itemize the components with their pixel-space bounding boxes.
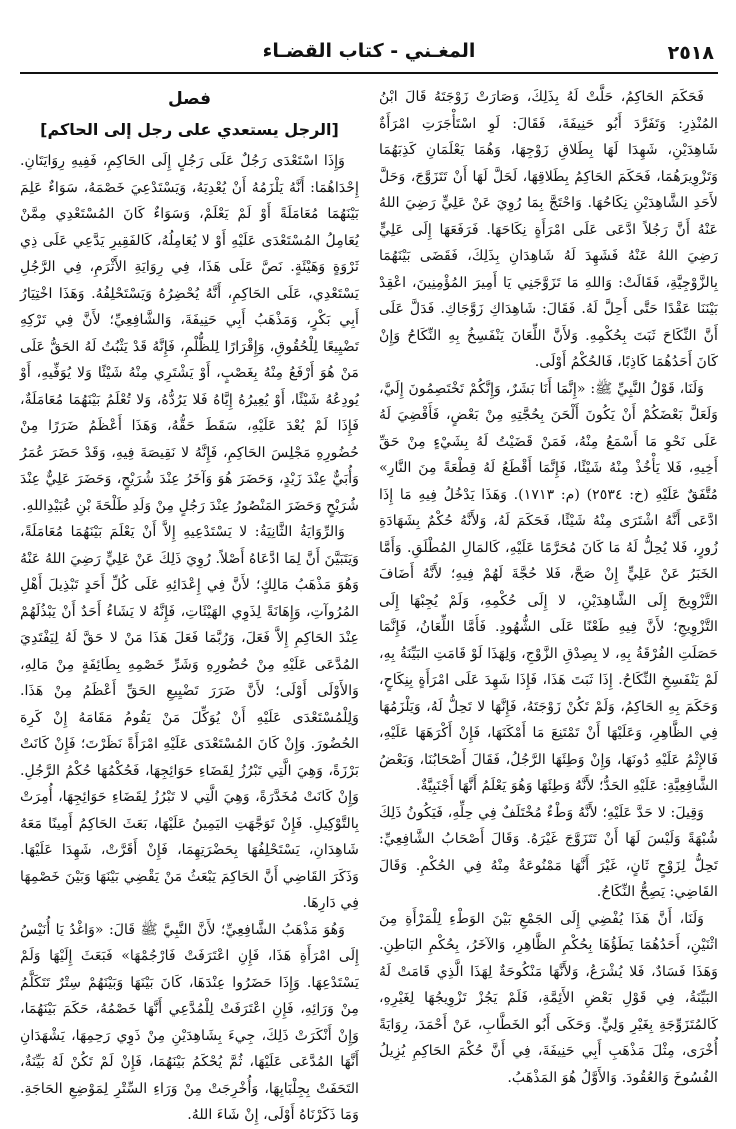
paragraph: وَهُوَ مَذْهَبُ الشَّافِعِيِّ؛ لأَنَّ النَّبِيَّ ﷺ قَالَ: «وَاغْدُ يَا أُنَيْسُ إِلَى امْرَأَةِ هَذَا، فَإِنِ اعْتَرَفَتْ فَارْجُمْهَا» فَبَعَثَ إِلَيْهَا وَلَمْ يَسْتَدْعِهَا. وَإِذَا حَضَرُوا عِنْدَهَا، كَانَ بَيْنَهَا وَبَيْنَهُمْ سِتْرٌ تَتَكَلَّمُ مِنْ وَرَائِهِ، فَإِنِ اعْتَرَفَتْ لِلْمُدَّعِي أَنَّهَا خَصْمُهُ، حَكَمَ بَيْنَهُمَا، وَإِنْ أَنْكَرَتْ ذَلِكَ، جِيءَ بِشَاهِدَيْنِ مِنْ ذَوِي رَحِمِهَا، يَشْهَدَانِ أَنَّهَا المُدَّعَى عَلَيْهَا، ثُمَّ يُحْكَمُ بَيْنَهُمَا، فَإِنْ لَمْ تَكُنْ لَهُ بَيِّنَةٌ، التَحَفَتْ بِجِلْبَابِهَا، وَأُخْرِجَتْ مِنْ وَرَاءِ السِّتْرِ لِمَوْضِعِ الحَاجَةِ. وَمَا ذَكَرْنَاهُ أَوْلَى، إِنْ شَاءَ اللهُ. [20, 921, 359, 1123]
page-header [20, 38, 718, 70]
left-column [20, 84, 359, 1123]
paragraph: وَإِذَا اسْتَعْدَى رَجُلٌ عَلَى رَجُلٍ إِلَى الحَاكِمِ، فَفِيهِ رِوَايَتَانِ. إِحْدَاهُمَا: أَنَّهُ يَلْزَمُهُ أَنْ يُعْدِيَهُ، وَيَسْتَدْعِيَ خَصْمَهُ، سَوَاءٌ عَلِمَ بَيْنَهُمَا مُعَامَلَةً أَوْ لَمْ يَعْلَمْ، وَسَوَاءٌ كَانَ المُسْتَعْدِي مِمَّنْ يُعَامِلُ المُسْتَعْدَى عَلَيْهِ أَوْ لا يُعَامِلُهُ، كَالفَقِيرِ يَدَّعِي عَلَى ذِي ثَرْوَةٍ وَهَيْئَةٍ. نَصَّ عَلَى هَذَا، فِي رِوَايَةِ الأَثْرَمِ، فِي الرَّجُلِ يَسْتَعْدِي، عَلَى الحَاكِمِ، أَنَّهُ يُحْضِرُهُ وَيَسْتَحْلِفُهُ. وَهَذَا اخْتِيَارُ أَبِي بَكْرٍ، وَمَذْهَبُ أَبِي حَنِيفَةَ، وَالشَّافِعِيِّ؛ لأَنَّ فِي تَرْكِهِ تَضْيِيعًا لِلْحُقُوقِ، وَإِقْرَارًا لِلظُّلْمِ، فَإِنَّهُ قَدْ يَثْبُتُ لَهُ الحَقُّ عَلَى مَنْ هُوَ أَرْفَعُ مِنْهُ بِغَصْبٍ، أَوْ يَشْتَرِي مِنْهُ شَيْئًا وَلا يُوَفِّيهِ، أَوْ يُودِعُهُ شَيْئًا، أَوْ يُعِيرُهُ إِيَّاهُ فَلا يَرُدُّهُ، وَلا تُعْلَمُ بَيْنَهُمَا مُعَامَلَةٌ، فَإِذَا لَمْ يُعْدَ عَلَيْهِ، سَقَطَ حَقُّهُ، وَهَذَا أَعْظَمُ ضَرَرًا مِنْ حُضُورِهِ مَجْلِسَ الحَاكِمِ، فَإِنَّهُ لا نَقِيصَةَ فِيهِ، وَقَدْ حَضَرَ عُمَرُ وَأُبَيٌّ عِنْدَ زَيْدٍ، وَحَضَرَ هُوَ وَآخَرُ عِنْدَ شُرَيْحٍ، وَحَضَرَ عَلِيٌّ عِنْدَ شُرَيْحٍ وَحَضَرَ المَنْصُورُ عِنْدَ رَجُلٍ مِنْ وَلَدِ طَلْحَةَ بْنِ عُبَيْدِاللهِ. [20, 153, 359, 514]
section-subtitle: [الرجل يستعدي على رجل إلى الحاكم] [40, 120, 339, 139]
page-number: ٢٥١٨ [667, 42, 714, 64]
running-title: المغـني - كتاب القضـاء [262, 40, 476, 62]
paragraph: وَالرِّوَايَةُ الثَّانِيَةُ: لا يَسْتَدْعِيهِ إِلاَّ أَنْ يَعْلَمَ بَيْنَهُمَا مُعَامَلَةً، وَيَتَبَيَّنَ أَنَّ لِمَا ادَّعَاهُ أَصْلاً. رُوِيَ ذَلِكَ عَنْ عَلِيٍّ رَضِيَ اللهُ عَنْهُ وَهُوَ مَذْهَبُ مَالِكٍ؛ لأَنَّ فِي إِعْدَائِهِ عَلَى كُلِّ أَحَدٍ تَبْذِيلَ أَهْلِ المُرُوآتِ، وَإِهَانَةً لِذَوِي الهَيْئَاتِ، فَإِنَّهُ لا يَشَاءُ أَحَدٌ أَنْ يَبْذُلَهُمْ عِنْدَ الحَاكِمِ إِلاَّ فَعَلَ، وَرُبَّمَا فَعَلَ هَذَا مَنْ لا حَقَّ لَهُ لِيَفْتَدِيَ المُدَّعَى عَلَيْهِ مِنْ حُضُورِهِ وَشَرِّ خَصْمِهِ بِطَائِفَةٍ مِنْ مَالِهِ، وَالأَوْلَى أَوْلَى؛ لأَنَّ ضَرَرَ تَضْيِيعِ الحَقِّ أَعْظَمُ مِنْ هَذَا. وَلِلْمُسْتَعْدَى عَلَيْهِ أَنْ يُوَكِّلَ مَنْ يَقُومُ مَقَامَهُ إِنْ كَرِهَ الحُضُورَ. وَإِنْ كَانَ المُسْتَعْدَى عَلَيْهِ امْرَأَةً نَظَرْتَ؛ فَإِنْ كَانَتْ بَرْزَةً، وَهِيَ الَّتِي تَبْرُزُ لِقَضَاءِ حَوَائِجِهَا، فَحُكْمُهَا حُكْمُ الرَّجُلِ. وَإِنْ كَانَتْ مُخَدَّرَةً، وَهِيَ الَّتِي لا تَبْرُزُ لِقَضَاءِ حَوَائِجِهَا، أُمِرَتْ بِالتَّوْكِيلِ. فَإِنْ تَوَجَّهَتِ اليَمِينُ عَلَيْهَا، بَعَثَ الحَاكِمُ أَمِينًا مَعَهُ شَاهِدَانِ، يَسْتَحْلِفُهَا بِحَضْرَتِهِمَا، فَإِنْ أَقَرَّتْ، شَهِدَا عَلَيْهَا. وَذَكَرَ القَاضِي أَنَّ الحَاكِمَ يَبْعَثُ مَنْ يَقْضِي بَيْنَهَا وَبَيْنَ خَصْمِهَا فِي دَارِهَا. [20, 524, 359, 911]
paragraph: وَقِيلَ: لا حَدَّ عَلَيْهِ؛ لأَنَّهُ وَطْءٌ مُخْتَلَفٌ فِي حِلِّهِ، فَيَكُونُ ذَلِكَ شُبْهَةً وَلَيْسَ لَهَا أَنْ تَتَزَوَّجَ غَيْرَهُ. وَقَالَ أَصْحَابُ الشَّافِعِيِّ: تَحِلُّ لِزَوْجٍ ثَانٍ، غَيْرَ أَنَّهَا مَمْنُوعَةٌ مِنْهُ فِي الحُكْمِ. وَقَالَ القَاضِي: يَصِحُّ النِّكَاحُ. [379, 804, 718, 900]
paragraph: وَلَنَا، أَنَّ هَذَا يُفْضِي إِلَى الجَمْعِ بَيْنَ الوَطْءِ لِلْمَرْأَةِ مِنَ اثْنَيْنِ، أَحَدُهُمَا يَطَؤُهَا بِحُكْمِ الظَّاهِرِ، وَالآخَرُ، بِحُكْمِ البَاطِنِ. وَهَذَا فَسَادٌ، فَلا يُشْرَعُ، وَلأَنَّهَا مَنْكُوحَةٌ لِهَذَا الَّذِي قَامَتْ لَهُ البَيِّنَةُ، فِي قَوْلِ بَعْضِ الأَئِمَّةِ، فَلَمْ يَجُزْ تَزْوِيجُهَا لِغَيْرِهِ، كَالمُتَزَوِّجَةِ بِغَيْرِ وَلِيٍّ. وَحَكَى أَبُو الخَطَّابِ، عَنْ أَحْمَدَ، رِوَايَةً أُخْرَى، مِثْلَ مَذْهَبِ أَبِي حَنِيفَةَ، فِي أَنَّ حُكْمَ الحَاكِمِ يُزِيلُ الفُسُوخَ وَالعُقُودَ. وَالأَوَّلُ هُوَ المَذْهَبُ. [379, 910, 718, 1086]
right-column [379, 84, 718, 1084]
paragraph: وَلَنَا، قَوْلُ النَّبِيِّ ﷺ: «إِنَّمَا أَنَا بَشَرٌ، وَإِنَّكُمْ تَخْتَصِمُونَ إِلَيَّ، وَلَعَلَّ بَعْضَكُمْ أَنْ يَكُونَ أَلْحَنَ بِحُجَّتِهِ مِنْ بَعْضٍ، فَأَقْضِيَ لَهُ عَلَى نَحْوِ مَا أَسْمَعُ مِنْهُ، فَمَنْ قَضَيْتُ لَهُ بِشَيْءٍ مِنْ حَقِّ أَخِيهِ، فَلا يَأْخُذْ مِنْهُ شَيْئًا، فَإِنَّمَا أَقْطَعُ لَهُ قِطْعَةً مِنَ النَّارِ» مُتَّفَقٌ عَلَيْهِ (خ: ٢٥٣٤) (م: ١٧١٣). وَهَذَا يَدْخُلُ فِيهِ مَا إِذَا ادَّعَى أَنَّهُ اشْتَرَى مِنْهُ شَيْئًا، فَحَكَمَ لَهُ، وَلأَنَّهُ حُكْمٌ بِشَهَادَةِ زُورٍ، فَلا يُحِلُّ لَهُ مَا كَانَ مُحَرَّمًا عَلَيْهِ، كَالمَالِ المُطْلَقِ. وَأَمَّا الخَبَرُ عَنْ عَلِيٍّ إِنْ صَحَّ، فَلا حُجَّةَ لَهُمْ فِيهِ؛ لأَنَّهُ أَضَافَ التَّزْوِيجَ إِلَى الشَّاهِدَيْنِ، لا إِلَى حُكْمِهِ، وَلَمْ يُجِبْهَا إِلَى التَّزْوِيجِ؛ لأَنَّ فِيهِ طَعْنًا عَلَى الشُّهُودِ. فَأَمَّا اللِّعَانُ، فَإِنَّمَا حَصَلَتِ الفُرْقَةُ بِهِ، لا بِصِدْقِ الزَّوْجِ، وَلِهَذَا لَوْ قَامَتِ البَيِّنَةُ بِهِ، لَمْ يَنْفَسِخِ النِّكَاحُ. إِذَا ثَبَتَ هَذَا، فَإِذَا شَهِدَ عَلَى امْرَأَةٍ بِنِكَاحٍ، وَحَكَمَ بِهِ الحَاكِمُ، وَلَمْ تَكُنْ زَوْجَتَهُ، فَإِنَّهَا لا تَحِلُّ لَهُ، وَيَلْزَمُهَا فِي الظَّاهِرِ، وَعَلَيْهَا أَنْ تَمْتَنِعَ مَا أَمْكَنَهَا، فَإِنْ أَكْرَهَهَا عَلَيْهِ، فَالإِثْمُ عَلَيْهِ دُونَهَا، وَإِنْ وَطِئَهَا الرَّجُلُ، فَقَالَ أَصْحَابُنَا، وَبَعْضُ الشَّافِعِيَّةِ: عَلَيْهِ الحَدُّ؛ لأَنَّهُ وَطِئَهَا وَهُوَ يَعْلَمُ أَنَّهَا أَجْنَبِيَّةٌ. [379, 380, 718, 794]
section-title: فصل [167, 89, 212, 109]
paragraph: فَحَكَمَ الحَاكِمُ، حَلَّتْ لَهُ بِذَلِكَ، وَصَارَتْ زَوْجَتَهُ قَالَ ابْنُ المُنْذِرِ: وَتَفَرَّدَ أَبُو حَنِيفَةَ، فَقَالَ: لَوِ اسْتَأْجَرَتِ امْرَأَةٌ شَاهِدَيْنِ، شَهِدَا لَهَا بِطَلاقِ زَوْجِهَا، وَهُمَا يَعْلَمَانِ كَذِبَهُمَا وَتَزْوِيرَهُمَا، فَحَكَمَ الحَاكِمُ بِطَلاقِهَا، لَحَلَّ لَهَا أَنْ تَتَزَوَّجَ، وَحَلَّ لأَحَدِ الشَّاهِدَيْنِ نِكَاحُهَا. وَاحْتَجَّ بِمَا رُوِيَ عَنْ عَلِيٍّ رَضِيَ اللهُ عَنْهُ أَنَّ رَجُلاً ادَّعَى عَلَى امْرَأَةٍ نِكَاحَهَا. فَرَفَعَهَا إِلَى عَلِيٍّ رَضِيَ اللهُ عَنْهُ فَشَهِدَ لَهُ شَاهِدَانِ بِذَلِكَ، فَقَضَى بَيْنَهُمَا بِالزَّوْجِيَّةِ، فَقَالَتْ: وَاللهِ مَا تَزَوَّجَنِي يَا أَمِيرَ المُؤْمِنِينَ، اعْقِدْ بَيْنَنَا عَقْدًا حَتَّى أَحِلَّ لَهُ. فَقَالَ: شَاهِدَاكِ زَوَّجَاكِ. فَدَلَّ عَلَى أَنَّ النِّكَاحَ ثَبَتَ بِحُكْمِهِ. وَلأَنَّ اللِّعَانَ يَنْفَسِخُ بِهِ النِّكَاحُ وَإِنْ كَانَ أَحَدُهُمَا كَاذِبًا، فَالحُكْمُ أَوْلَى. [379, 89, 718, 370]
header-rule [20, 72, 718, 74]
